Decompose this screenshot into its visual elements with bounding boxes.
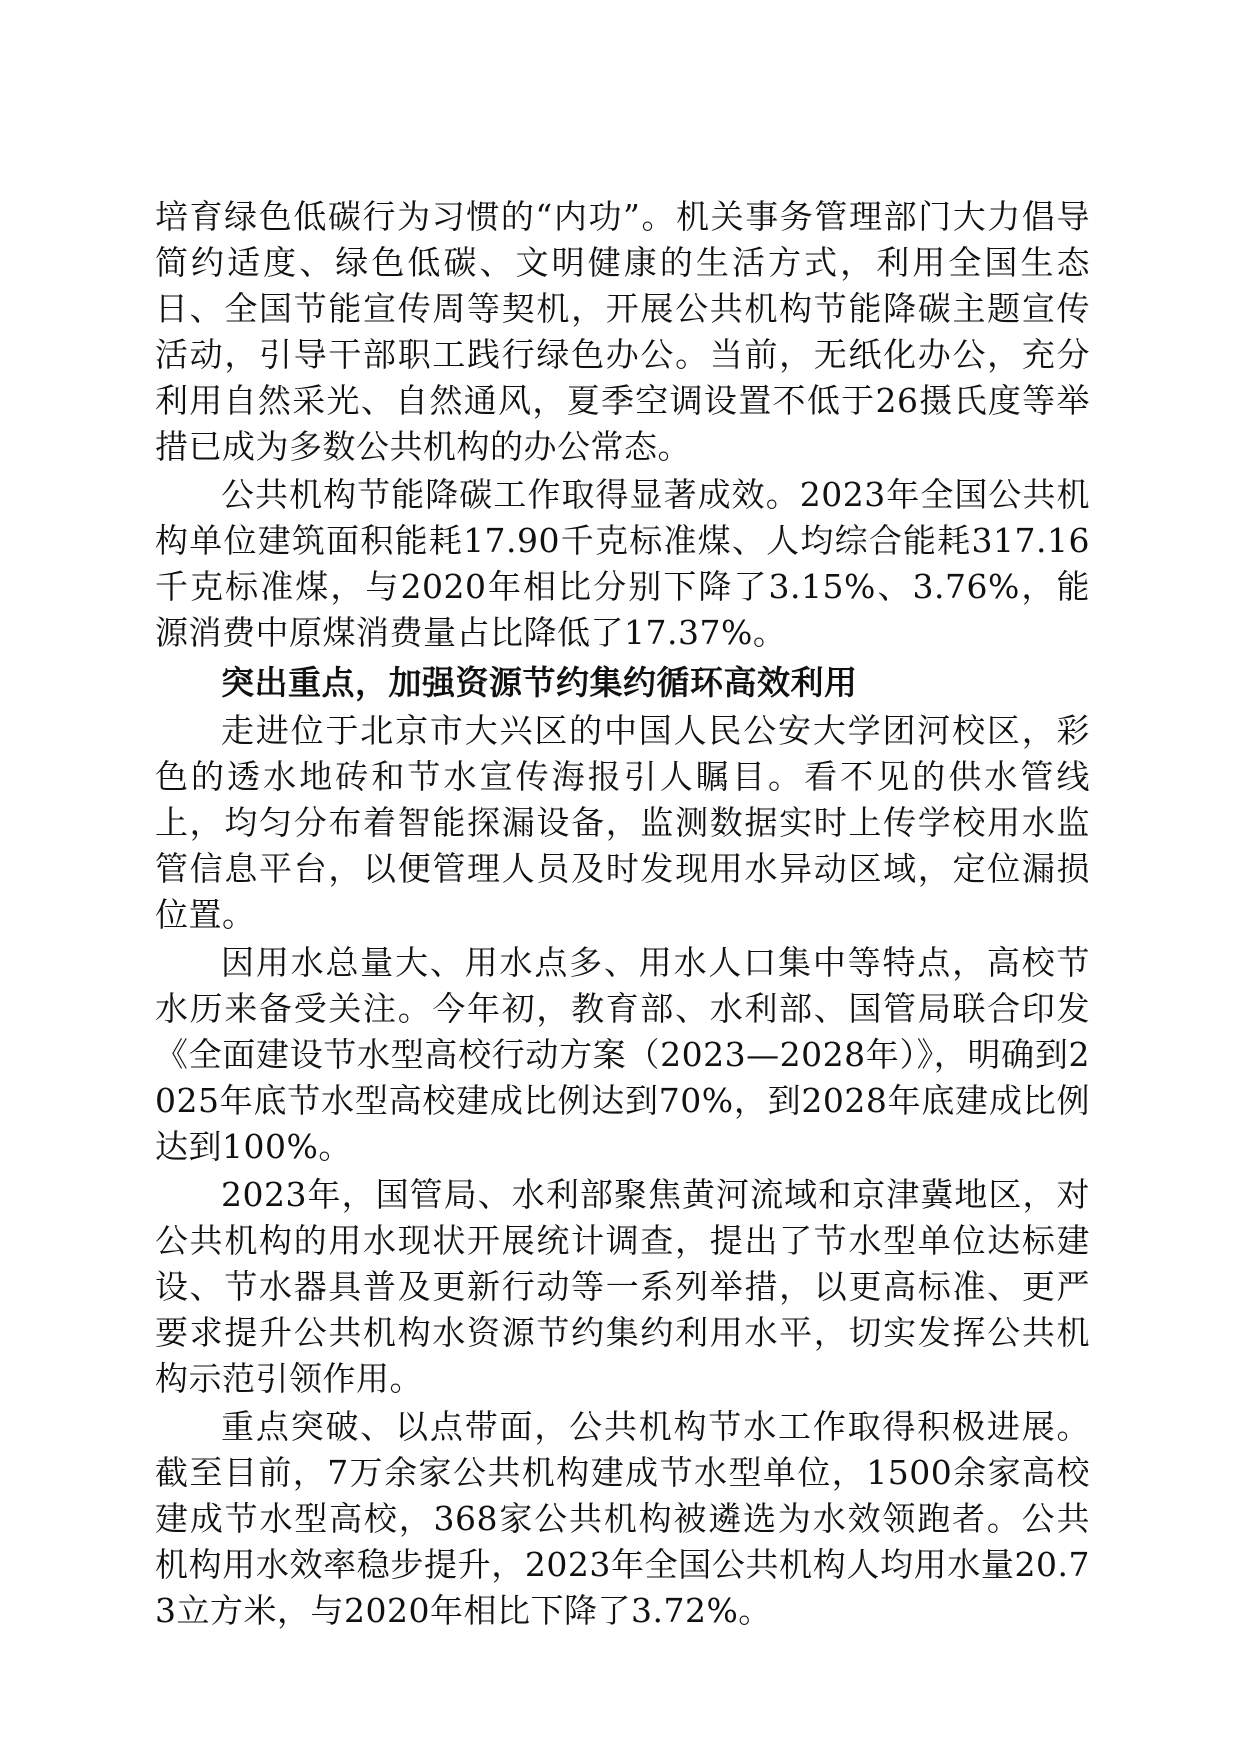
paragraph-water-results: 重点突破、以点带面，公共机构节水工作取得积极进展。截至目前，7万余家公共机构建成节水型单位，1500余家高校建成节水型高校，368家公共机构被遴选为水效领跑者。公共机构用水效率稳步提升，2023年全国公共机构人均用水量20.73立方米，与2020年相比下降了3.72%。 [155, 1407, 1090, 1630]
paragraph-continuation: 培育绿色低碳行为习惯的“内功”。机关事务管理部门大力倡导简约适度、绿色低碳、文明健康的生活方式，利用全国生态日、全国节能宣传周等契机，开展公共机构节能降碳主题宣传活动，引导干部职工践行绿色办公。当前，无纸化办公，充分利用自然采光、自然通风，夏季空调设置不低于26摄氏度等举措已成为多数公共机构的办公常态。 [155, 197, 1090, 466]
section-heading: 突出重点，加强资源节约集约循环高效利用 [221, 663, 858, 702]
paragraph-university-water: 因用水总量大、用水点多、用水人口集中等特点，高校节水历来备受关注。今年初，教育部、水利部、国管局联合印发《全面建设节水型高校行动方案（2023—2028年）》，明确到2025年底节水型高校建成比例达到70%，到2028年底建成比例达到100%。 [155, 943, 1090, 1166]
paragraph-campus-example: 走进位于北京市大兴区的中国人民公安大学团河校区，彩色的透水地砖和节水宣传海报引人瞩目。看不见的供水管线上，均匀分布着智能探漏设备，监测数据实时上传学校用水监管信息平台，以便管理人员及时发现用水异动区域，定位漏损位置。 [155, 711, 1090, 934]
paragraph-2023-survey: 2023年，国管局、水利部聚焦黄河流域和京津冀地区，对公共机构的用水现状开展统计调查，提出了节水型单位达标建设、节水器具普及更新行动等一系列举措，以更高标准、更严要求提升公共机构水资源节约集约利用水平，切实发挥公共机构示范引领作用。 [155, 1175, 1090, 1398]
paragraph-energy-results: 公共机构节能降碳工作取得显著成效。2023年全国公共机构单位建筑面积能耗17.90千克标准煤、人均综合能耗317.16千克标准煤，与2020年相比分别下降了3.15%、3.76%，能源消费中原煤消费量占比降低了17.37%。 [155, 475, 1090, 652]
article-body [155, 194, 1090, 1634]
